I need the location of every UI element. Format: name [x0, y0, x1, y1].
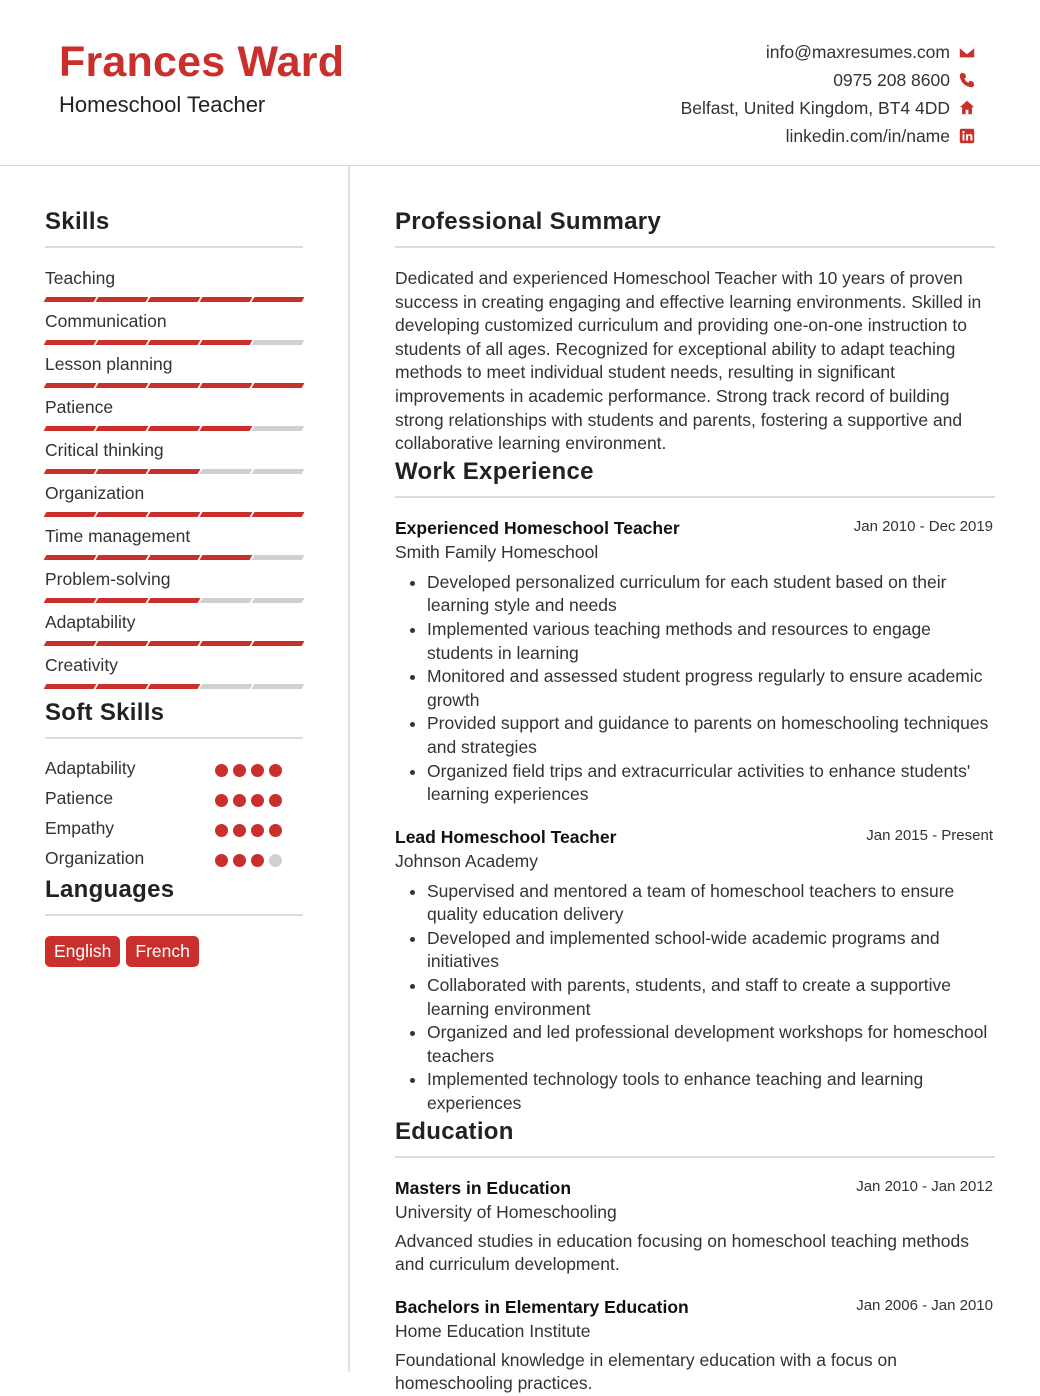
- rating-bar: [44, 340, 97, 345]
- summary-text: Dedicated and experienced Homeschool Teacher with 10 years of proven success in creating engaging and effective learning environments. Skilled in developing customized curriculum and providing one-on-one instruction to students of all ages. Recognized for exceptional ability to adapt teaching methods to meet individual student needs, resulting in significant improvements in academic performance. Strong track record of building strong relationships with students and parents, fostering a supportive and collaborative learning environment.: [395, 268, 982, 454]
- rating-bar: [252, 555, 305, 560]
- skills-list: [45, 268, 303, 698]
- soft-skill-item: [45, 788, 303, 818]
- rating-dot: [251, 764, 264, 777]
- skill-item: [45, 311, 303, 354]
- experience-entry: [395, 827, 995, 1116]
- rating-bar: [200, 297, 253, 302]
- soft-skill-name: Organization: [45, 848, 145, 868]
- rating-bar: [148, 555, 201, 560]
- contact-phone[interactable]: [681, 66, 976, 94]
- skills-heading: Skills: [45, 208, 303, 248]
- bullet-item: • Provided support and guidance to parents on homeschooling techniques and strategies: [427, 712, 995, 759]
- skill-rating: [45, 684, 305, 689]
- skill-name: Creativity: [45, 655, 118, 675]
- contact-email[interactable]: [681, 38, 976, 66]
- education-description: Foundational knowledge in elementary education with a focus on homeschooling practices.: [395, 1349, 897, 1394]
- email-text: info@maxresumes.com: [765, 41, 950, 62]
- education-dates: Jan 2010 - Jan 2012: [856, 1177, 993, 1195]
- home-icon: [958, 99, 976, 117]
- soft-skill-rating: [215, 854, 287, 867]
- location-text: Belfast, United Kingdom, BT4 4DD: [680, 97, 950, 118]
- rating-bar: [200, 383, 253, 388]
- rating-bar: [96, 426, 149, 431]
- rating-bar: [96, 297, 149, 302]
- contact-location[interactable]: [681, 94, 976, 122]
- education-entry: [395, 1297, 995, 1396]
- rating-bar: [252, 684, 305, 689]
- skill-rating: [45, 297, 305, 302]
- employer: Johnson Academy: [395, 850, 539, 871]
- rating-bar: [44, 426, 97, 431]
- rating-bar: [148, 340, 201, 345]
- rating-dot: [215, 764, 228, 777]
- soft-skill-name: Patience: [45, 788, 114, 808]
- soft-skill-name: Empathy: [45, 818, 115, 838]
- rating-bar: [96, 555, 149, 560]
- education-heading: Education: [395, 1118, 995, 1158]
- experience-list: [395, 518, 995, 1116]
- rating-bar: [44, 684, 97, 689]
- education-entry: [395, 1178, 995, 1277]
- skill-name: Teaching: [45, 268, 116, 288]
- skill-rating: [45, 598, 305, 603]
- rating-bar: [96, 512, 149, 517]
- skill-rating: [45, 555, 305, 560]
- left-column: [45, 208, 303, 967]
- rating-bar: [96, 684, 149, 689]
- bullet-item: • Monitored and assessed student progress regularly to ensure academic growth: [427, 665, 995, 712]
- experience-heading: Work Experience: [395, 458, 995, 498]
- rating-bar: [96, 469, 149, 474]
- rating-dot: [233, 854, 246, 867]
- rating-dot: [233, 794, 246, 807]
- rating-bar: [148, 598, 201, 603]
- school-name: University of Homeschooling: [395, 1201, 617, 1222]
- rating-bar: [200, 512, 253, 517]
- rating-bar: [148, 297, 201, 302]
- soft-skill-name: Adaptability: [45, 758, 136, 778]
- education-description: Advanced studies in education focusing on homeschool teaching methods and curriculum development.: [395, 1230, 969, 1275]
- bullet-item: • Collaborated with parents, students, and staff to create a supportive learning environment: [427, 974, 995, 1021]
- rating-bar: [200, 641, 253, 646]
- skill-name: Problem-solving: [45, 569, 171, 589]
- bullet-item: • Organized and led professional development workshops for homeschool teachers: [427, 1021, 995, 1068]
- rating-bar: [200, 555, 253, 560]
- job-bullets: [395, 880, 995, 1116]
- rating-bar: [44, 469, 97, 474]
- skill-item: [45, 569, 303, 612]
- phone-text: 0975 208 8600: [833, 69, 950, 90]
- skill-item: [45, 483, 303, 526]
- soft-skill-item: [45, 758, 303, 788]
- skill-item: [45, 397, 303, 440]
- rating-dot: [233, 764, 246, 777]
- rating-bar: [252, 426, 305, 431]
- skill-item: [45, 440, 303, 483]
- employer: Smith Family Homeschool: [395, 541, 599, 562]
- contact-list: [681, 38, 976, 150]
- skill-item: [45, 612, 303, 655]
- linkedin-text: linkedin.com/in/name: [785, 125, 950, 146]
- bullet-item: • Organized field trips and extracurricular activities to enhance students' learning experiences: [427, 760, 995, 807]
- job-dates: Jan 2010 - Dec 2019: [853, 517, 993, 535]
- school-name: Home Education Institute: [395, 1320, 591, 1341]
- rating-bar: [252, 340, 305, 345]
- rating-bar: [44, 383, 97, 388]
- rating-dot: [215, 854, 228, 867]
- skill-item: [45, 268, 303, 311]
- soft-skill-item: [45, 818, 303, 848]
- rating-bar: [252, 383, 305, 388]
- rating-dot: [269, 764, 282, 777]
- rating-dot: [215, 794, 228, 807]
- education-dates: Jan 2006 - Jan 2010: [856, 1296, 993, 1314]
- rating-dot: [251, 854, 264, 867]
- experience-entry: [395, 518, 995, 807]
- languages-heading: Languages: [45, 876, 303, 916]
- rating-bar: [148, 426, 201, 431]
- rating-bar: [148, 641, 201, 646]
- rating-bar: [96, 383, 149, 388]
- skill-name: Critical thinking: [45, 440, 164, 460]
- rating-bar: [200, 340, 253, 345]
- skill-rating: [45, 383, 305, 388]
- resume-header: [0, 0, 1040, 166]
- skill-item: [45, 526, 303, 569]
- skill-item: [45, 655, 303, 698]
- rating-bar: [148, 383, 201, 388]
- skill-name: Adaptability: [45, 612, 136, 632]
- skill-name: Lesson planning: [45, 354, 173, 374]
- rating-bar: [252, 598, 305, 603]
- rating-dot: [269, 824, 282, 837]
- job-title: Experienced Homeschool Teacher: [395, 517, 680, 538]
- rating-bar: [96, 598, 149, 603]
- skill-rating: [45, 469, 305, 474]
- job-dates: Jan 2015 - Present: [866, 826, 993, 844]
- rating-dot: [269, 854, 282, 867]
- soft-skill-rating: [215, 824, 287, 837]
- rating-dot: [251, 794, 264, 807]
- bullet-item: • Implemented various teaching methods and resources to engage students in learning: [427, 618, 995, 665]
- skill-name: Communication: [45, 311, 167, 331]
- rating-bar: [44, 512, 97, 517]
- rating-bar: [200, 469, 253, 474]
- column-divider: [348, 166, 350, 1372]
- skill-name: Time management: [45, 526, 191, 546]
- rating-bar: [96, 641, 149, 646]
- rating-bar: [148, 512, 201, 517]
- rating-dot: [215, 824, 228, 837]
- linkedin-icon: [958, 127, 976, 145]
- bullet-item: • Implemented technology tools to enhance teaching and learning experiences: [427, 1068, 995, 1115]
- skill-item: [45, 354, 303, 397]
- contact-linkedin[interactable]: [681, 122, 976, 150]
- skill-rating: [45, 426, 305, 431]
- education-list: [395, 1178, 995, 1396]
- rating-bar: [44, 555, 97, 560]
- rating-bar: [200, 684, 253, 689]
- rating-bar: [148, 684, 201, 689]
- language-chip: French: [126, 936, 198, 967]
- rating-bar: [252, 469, 305, 474]
- envelope-icon: [958, 43, 976, 61]
- rating-bar: [252, 641, 305, 646]
- rating-bar: [96, 340, 149, 345]
- rating-bar: [148, 469, 201, 474]
- rating-dot: [233, 824, 246, 837]
- rating-bar: [44, 598, 97, 603]
- candidate-name: Frances Ward: [59, 38, 345, 86]
- bullet-item: • Developed personalized curriculum for each student based on their learning style and needs: [427, 571, 995, 618]
- skill-name: Organization: [45, 483, 145, 503]
- job-bullets: [395, 571, 995, 807]
- languages-list: [45, 936, 303, 967]
- skill-rating: [45, 512, 305, 517]
- rating-bar: [200, 598, 253, 603]
- rating-bar: [44, 641, 97, 646]
- soft-skills-heading: Soft Skills: [45, 699, 303, 739]
- soft-skill-rating: [215, 764, 287, 777]
- soft-skill-rating: [215, 794, 287, 807]
- rating-bar: [252, 512, 305, 517]
- summary-heading: Professional Summary: [395, 208, 995, 248]
- phone-icon: [958, 71, 976, 89]
- language-chip: English: [45, 936, 120, 967]
- rating-bar: [44, 297, 97, 302]
- right-column: [395, 208, 995, 1396]
- rating-bar: [200, 426, 253, 431]
- bullet-item: • Developed and implemented school-wide academic programs and initiatives: [427, 927, 995, 974]
- degree-title: Masters in Education: [395, 1177, 572, 1198]
- skill-name: Patience: [45, 397, 114, 417]
- degree-title: Bachelors in Elementary Education: [395, 1296, 689, 1317]
- soft-skill-item: [45, 848, 303, 878]
- rating-dot: [269, 794, 282, 807]
- rating-bar: [252, 297, 305, 302]
- rating-dot: [251, 824, 264, 837]
- candidate-title: Homeschool Teacher: [59, 92, 266, 117]
- skill-rating: [45, 340, 305, 345]
- soft-skills-list: [45, 758, 303, 878]
- bullet-item: • Supervised and mentored a team of homeschool teachers to ensure quality education delivery: [427, 880, 995, 927]
- skill-rating: [45, 641, 305, 646]
- job-title: Lead Homeschool Teacher: [395, 826, 617, 847]
